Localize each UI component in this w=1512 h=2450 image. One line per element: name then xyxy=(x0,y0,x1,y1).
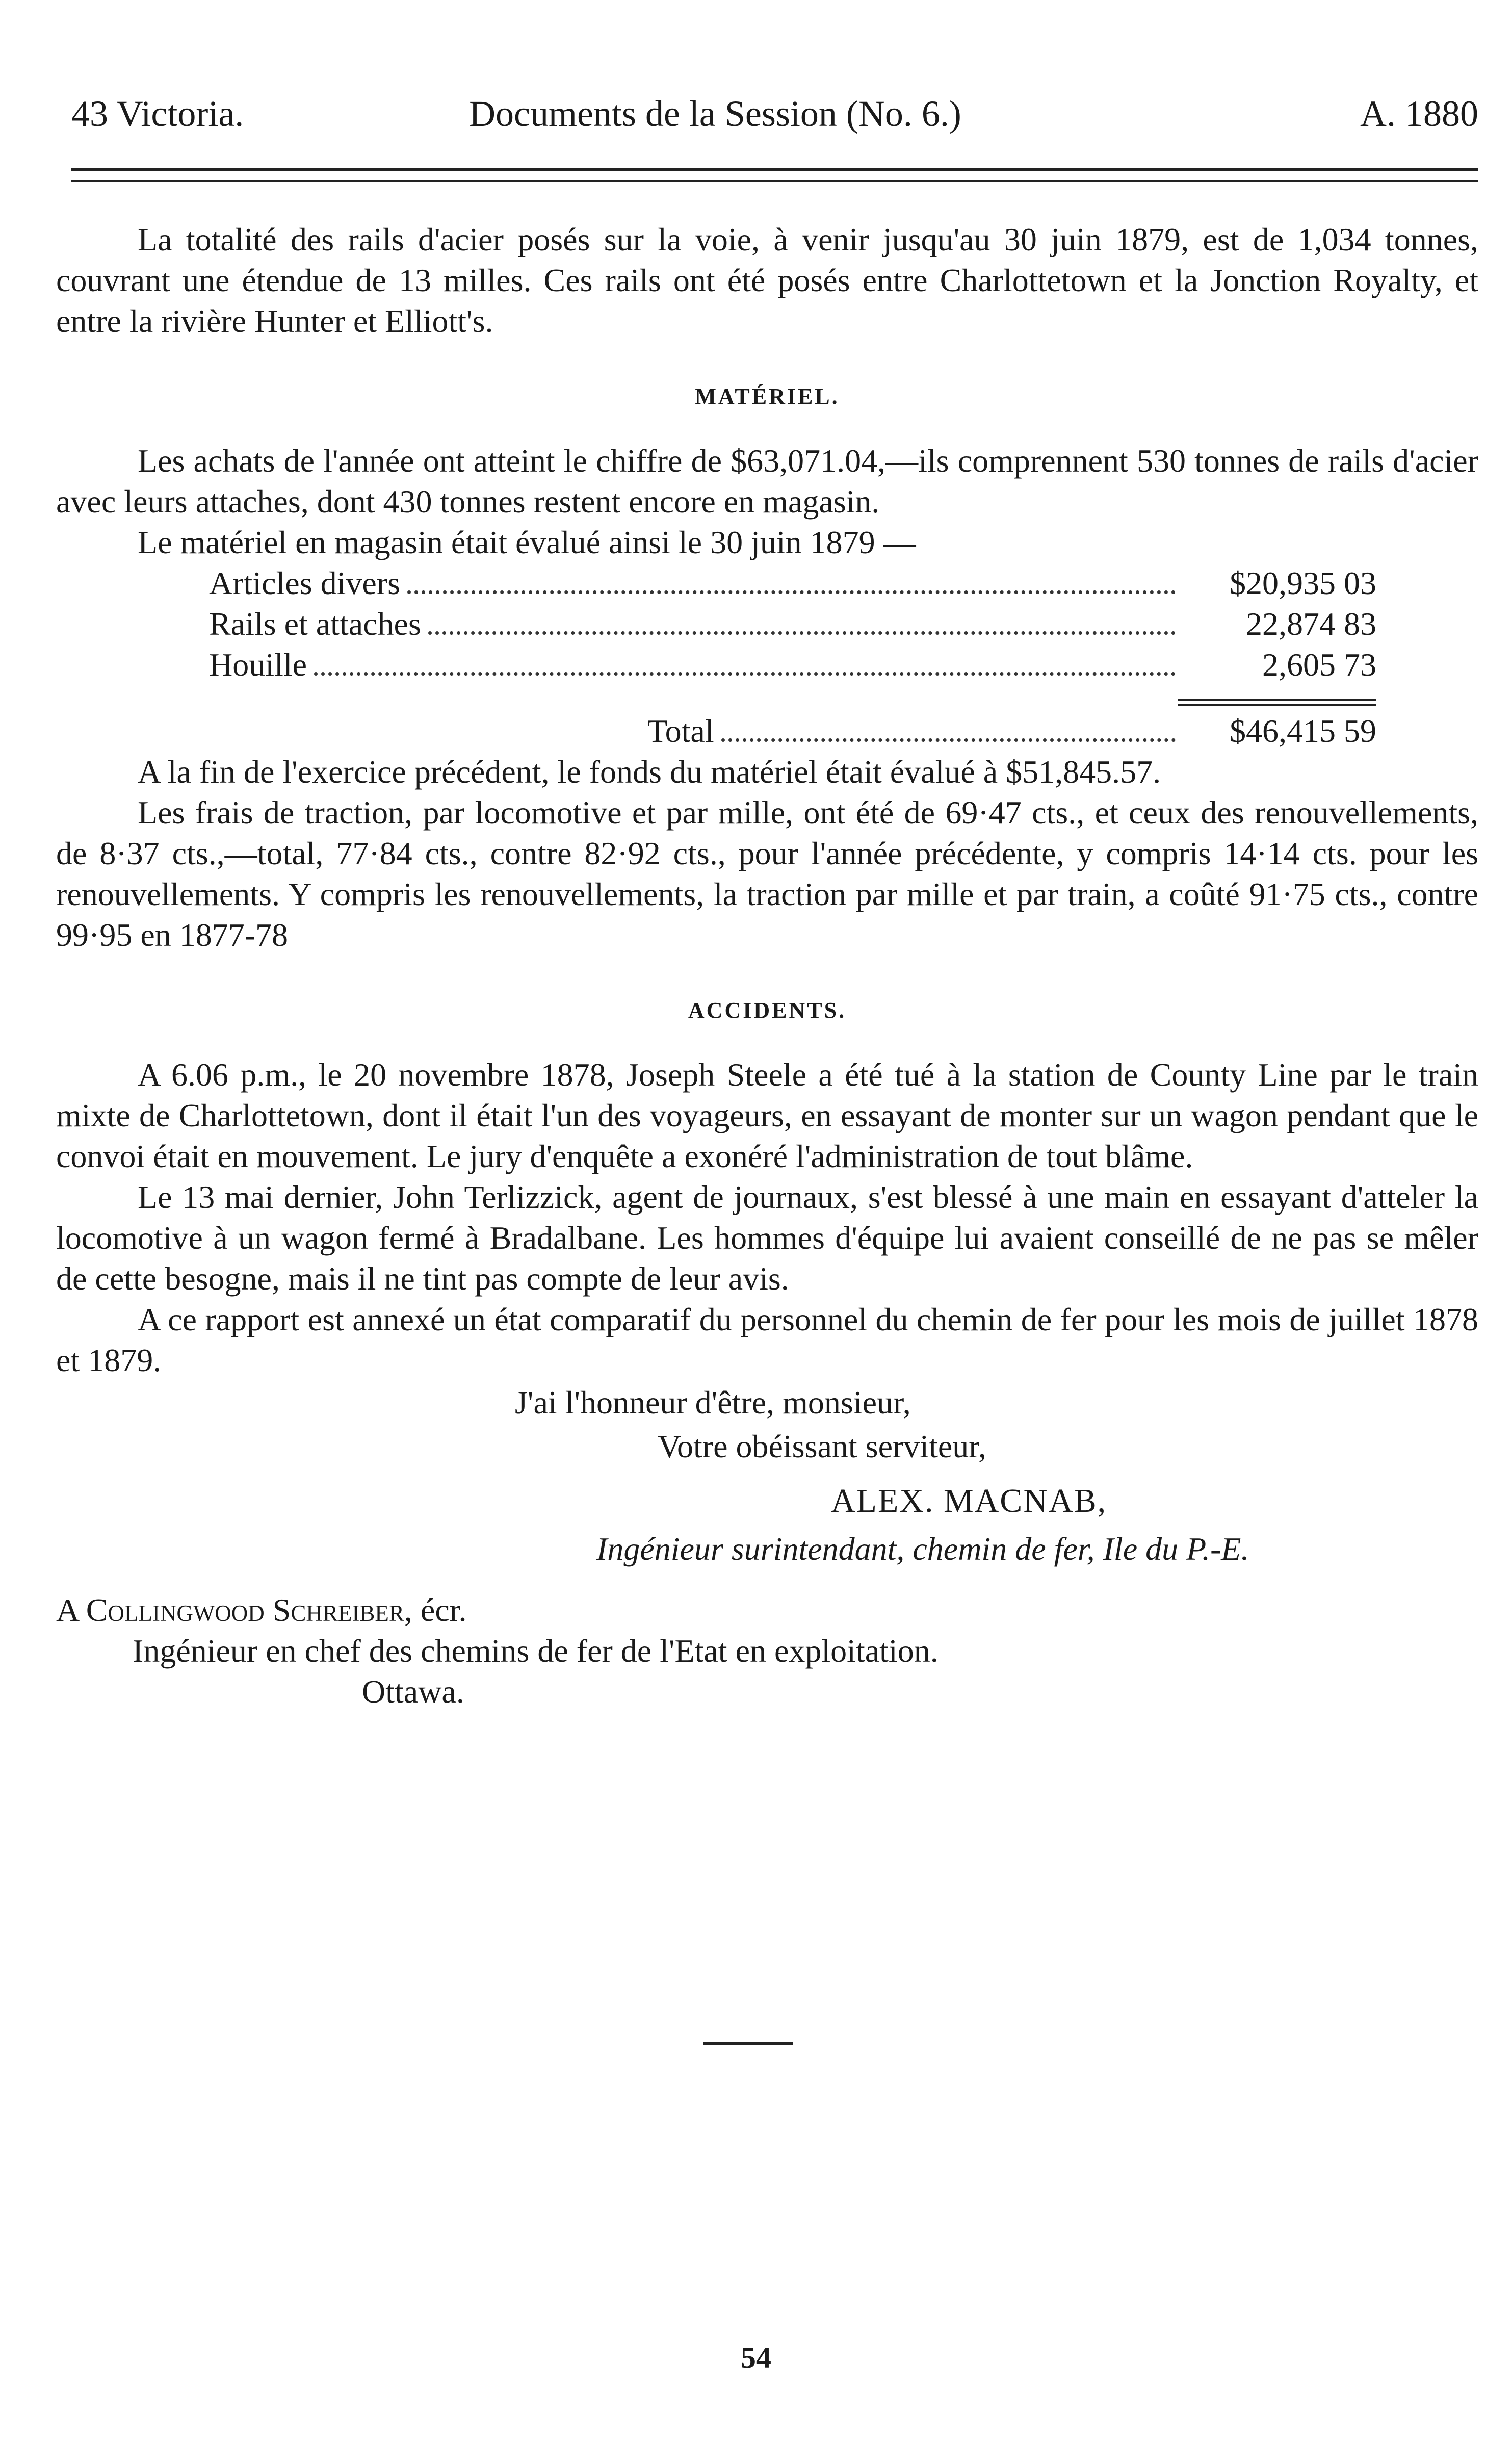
sum-rule xyxy=(1178,699,1376,706)
ledger-total-amount: $46,415 59 xyxy=(1230,713,1376,749)
ledger-amount: 2,605 73 xyxy=(1262,647,1376,683)
running-head xyxy=(71,86,1478,142)
ledger-label: Houille xyxy=(209,647,307,683)
materiel-paragraph-2: Le matériel en magasin était évalué ainsi le 30 juin 1879 — xyxy=(138,524,916,560)
leader-dots xyxy=(721,738,1176,742)
header-title: Documents de la Session (No. 6.) xyxy=(469,93,961,134)
bottom-rule xyxy=(703,2042,793,2045)
ledger-row xyxy=(209,563,1376,604)
addressee-block xyxy=(56,1590,1478,1712)
page-number: 54 xyxy=(741,2341,771,2375)
ledger-amount: 22,874 83 xyxy=(1246,606,1376,642)
addressee-line-3: Ottawa. xyxy=(362,1673,464,1710)
accidents-paragraph-3: A ce rapport est annexé un état comparatif du personnel du chemin de fer pour les mois de juillet 1878 et 1879. xyxy=(56,1301,1478,1378)
ledger-total-label: Total xyxy=(647,713,714,749)
addressee-name: Collingwood Schreiber xyxy=(86,1592,404,1628)
section-heading-accidents: ACCIDENTS. xyxy=(688,998,847,1023)
addressee-line-2: Ingénieur en chef des chemins de fer de l'Etat en exploitation. xyxy=(133,1633,939,1669)
ledger-row xyxy=(209,644,1376,685)
ledger-row xyxy=(209,604,1376,644)
leader-dots xyxy=(314,672,1176,676)
ledger-total-row xyxy=(647,711,1376,752)
addressee-prefix: A xyxy=(56,1592,78,1628)
section-heading-materiel: MATÉRIEL. xyxy=(695,384,840,409)
materiel-paragraph-3: A la fin de l'exercice précédent, le fonds du matériel était évalué à $51,845.57. xyxy=(138,754,1161,790)
leader-dots xyxy=(407,590,1176,594)
ledger-label: Rails et attaches xyxy=(209,606,421,642)
header-year: A. 1880 xyxy=(1360,93,1478,134)
body-text xyxy=(56,219,1478,1712)
closing-salutation: J'ai l'honneur d'être, monsieur, xyxy=(515,1384,911,1421)
header-rule xyxy=(71,168,1478,182)
addressee-suffix: , écr. xyxy=(404,1592,467,1628)
inventory-ledger xyxy=(209,563,1376,752)
materiel-paragraph-1: Les achats de l'année ont atteint le chiffre de $63,071.04,—ils comprennent 530 tonnes de rails d'acier avec leurs attaches, dont 430 tonnes restent encore en magasin. xyxy=(56,443,1478,520)
accidents-paragraph-2: Le 13 mai dernier, John Terlizzick, agent de journaux, s'est blessé à une main en essayant d'atteler la locomotive à un wagon fermé à Bradalbane. Les hommes d'équipe lui avaient conseillé de ne pas se mêler de cette besogne, mais il ne tint pas compte de leur avis. xyxy=(56,1179,1478,1297)
header-volume: 43 Victoria. xyxy=(71,93,244,134)
closing-servant: Votre obéissant serviteur, xyxy=(658,1428,986,1464)
materiel-paragraph-4: Les frais de traction, par locomotive et par mille, ont été de 69·47 cts., et ceux des renouvellements, de 8·37 cts.,—total, 77·84 cts., contre 82·92 cts., pour l'année précédente, y compris 14·14 cts. pour les renouvellements. Y compris les renouvellements, la traction par mille et par train, a coûté 91·75 cts., contre 99·95 en 1877-78 xyxy=(56,794,1478,953)
signature-title: Ingénieur surintendant, chemin de fer, Ile du P.-E. xyxy=(596,1531,1249,1567)
signature-name: ALEX. MACNAB, xyxy=(831,1482,1107,1519)
ledger-amount: $20,935 03 xyxy=(1230,565,1376,601)
leader-dots xyxy=(428,631,1176,635)
intro-paragraph: La totalité des rails d'acier posés sur la voie, à venir jusqu'au 30 juin 1879, est de 1,034 tonnes, couvrant une étendue de 13 milles. Ces rails ont été posés entre Charlottetown et la Jonction Royalty, et entre la rivière Hunter et Elliott's. xyxy=(56,221,1478,339)
accidents-paragraph-1: A 6.06 p.m., le 20 novembre 1878, Joseph Steele a été tué à la station de County Line par le train mixte de Charlottetown, dont il était l'un des voyageurs, en essayant de monter sur un wagon pendant que le convoi était en mouvement. Le jury d'enquête a exonéré l'administration de tout blâme. xyxy=(56,1056,1478,1174)
addressee-line-1 xyxy=(56,1590,1478,1631)
ledger-label: Articles divers xyxy=(209,565,400,601)
